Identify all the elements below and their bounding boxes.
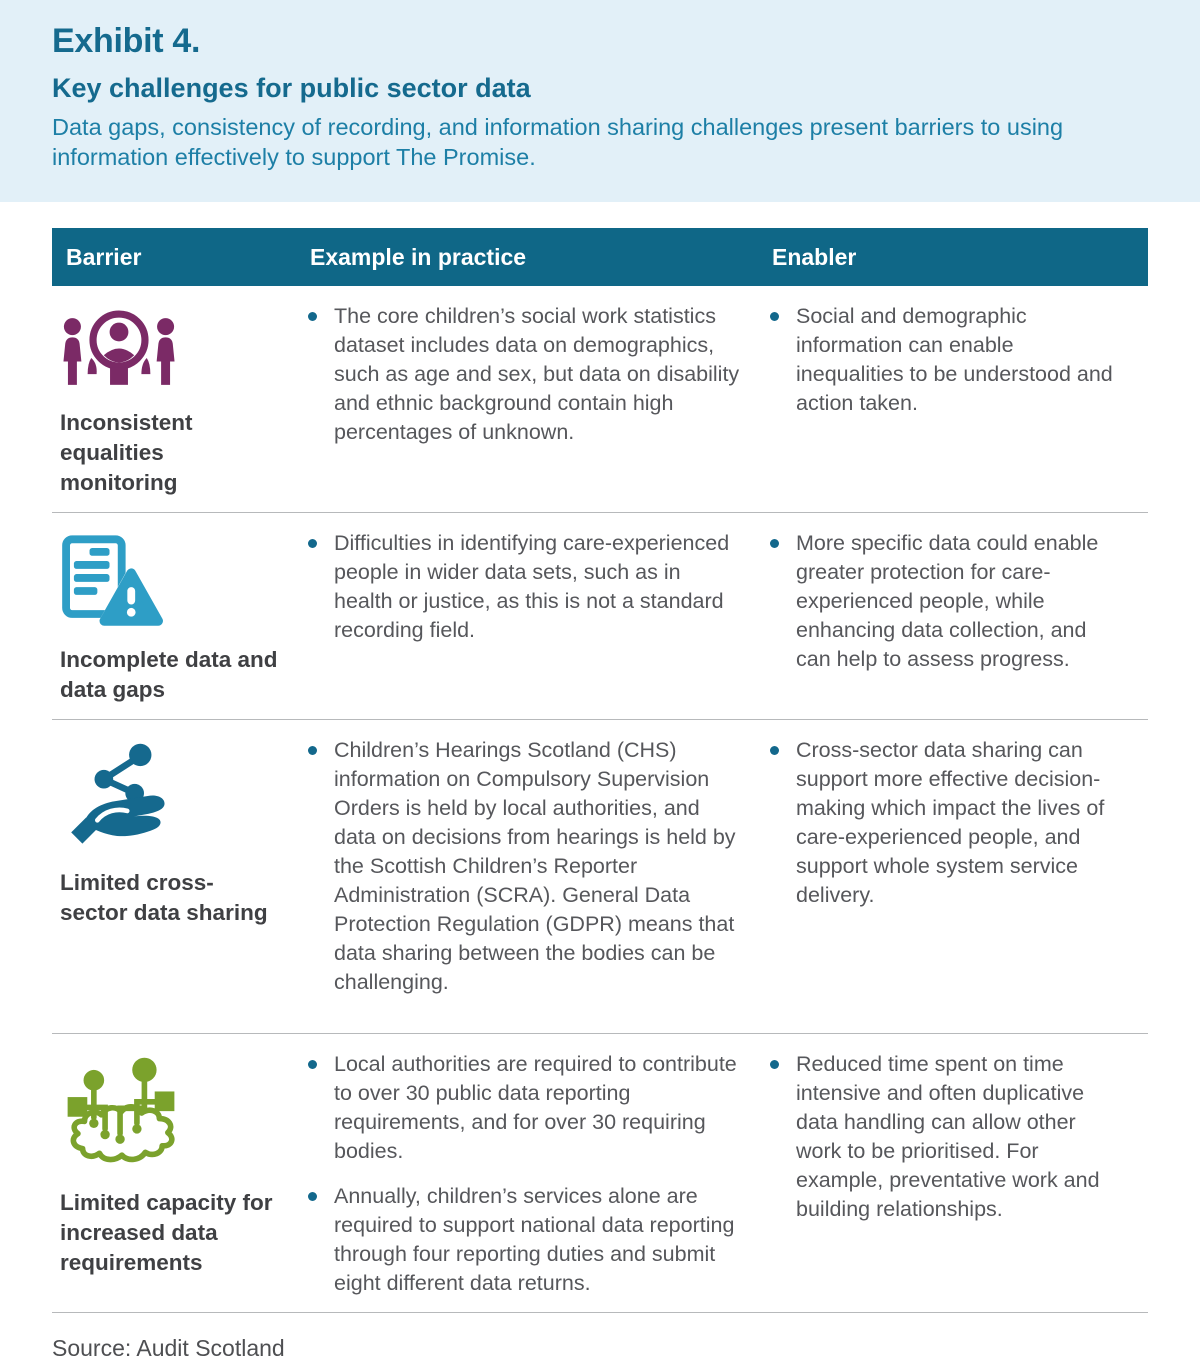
enabler-list [772, 736, 1148, 1019]
exhibit-header [0, 0, 1200, 202]
column-header-barrier: Barrier [66, 243, 142, 270]
enabler-list [772, 302, 1148, 498]
barrier-label: Limited cross-sector data sharing [60, 870, 268, 925]
source-note: Source: Audit Scotland [52, 1335, 285, 1361]
table-row [52, 513, 1148, 720]
example-list [310, 736, 772, 1019]
column-header-example: Example in practice [310, 243, 527, 270]
enabler-bullet: Reduced time spent on time intensive and often duplicative data handling can allow other work to be prioritised. For example, preventative work and building relationships. [772, 1050, 1118, 1224]
capacity-icon [60, 1054, 182, 1172]
example-bullet: Local authorities are required to contribute to over 30 public data reporting requirements, and for over 30 requiring bodies. [310, 1050, 742, 1166]
table-header-row [52, 228, 1148, 286]
example-bullet: Annually, children’s services alone are required to support national data reporting through four reporting duties and submit eight different data returns. [310, 1182, 742, 1298]
table-row [52, 1034, 1148, 1313]
exhibit-subtitle: Data gaps, consistency of recording, and information sharing challenges present barriers to using information effectively to support The Promise. [52, 114, 1064, 170]
exhibit-title: Key challenges for public sector data [52, 73, 531, 103]
column-header-enabler: Enabler [772, 243, 857, 270]
barrier-label: Incomplete data and data gaps [60, 647, 278, 702]
barrier-cell [52, 1050, 310, 1298]
equalities-monitoring-icon [60, 306, 178, 392]
example-bullet: Difficulties in identifying care-experienced people in wider data sets, such as in health or justice, as this is not a standard recording field. [310, 529, 742, 645]
table-row [52, 286, 1148, 513]
enabler-bullet: More specific data could enable greater protection for care-experienced people, while enhancing data collection, and can help to assess progress. [772, 529, 1118, 674]
incomplete-data-icon [60, 533, 166, 629]
data-sharing-icon [60, 740, 172, 852]
example-list [310, 1050, 772, 1298]
enabler-bullet: Social and demographic information can enable inequalities to be understood and action taken. [772, 302, 1118, 418]
barrier-cell [52, 736, 310, 1019]
table-row [52, 720, 1148, 1034]
enabler-list [772, 529, 1148, 705]
barrier-label: Limited capacity for increased data requirements [60, 1190, 273, 1275]
barrier-cell [52, 302, 310, 498]
example-bullet: Children’s Hearings Scotland (CHS) information on Compulsory Supervision Orders is held by local authorities, and data on decisions from hearings is held by the Scottish Children’s Reporter Administration (SCRA). General Data Protection Regulation (GDPR) means that data sharing between the bodies can be challenging. [310, 736, 742, 997]
enabler-list [772, 1050, 1148, 1298]
enabler-bullet: Cross-sector data sharing can support more effective decision-making which impact the lives of care-experienced people, and support whole system service delivery. [772, 736, 1118, 910]
barrier-cell [52, 529, 310, 705]
example-bullet: The core children’s social work statistics dataset includes data on demographics, such as age and sex, but data on disability and ethnic background contain high percentages of unknown. [310, 302, 742, 447]
example-list [310, 302, 772, 498]
exhibit-number: Exhibit 4. [52, 22, 201, 60]
barriers-table [52, 228, 1148, 1313]
barrier-label: Inconsistent equalities monitoring [60, 410, 193, 495]
example-list [310, 529, 772, 705]
